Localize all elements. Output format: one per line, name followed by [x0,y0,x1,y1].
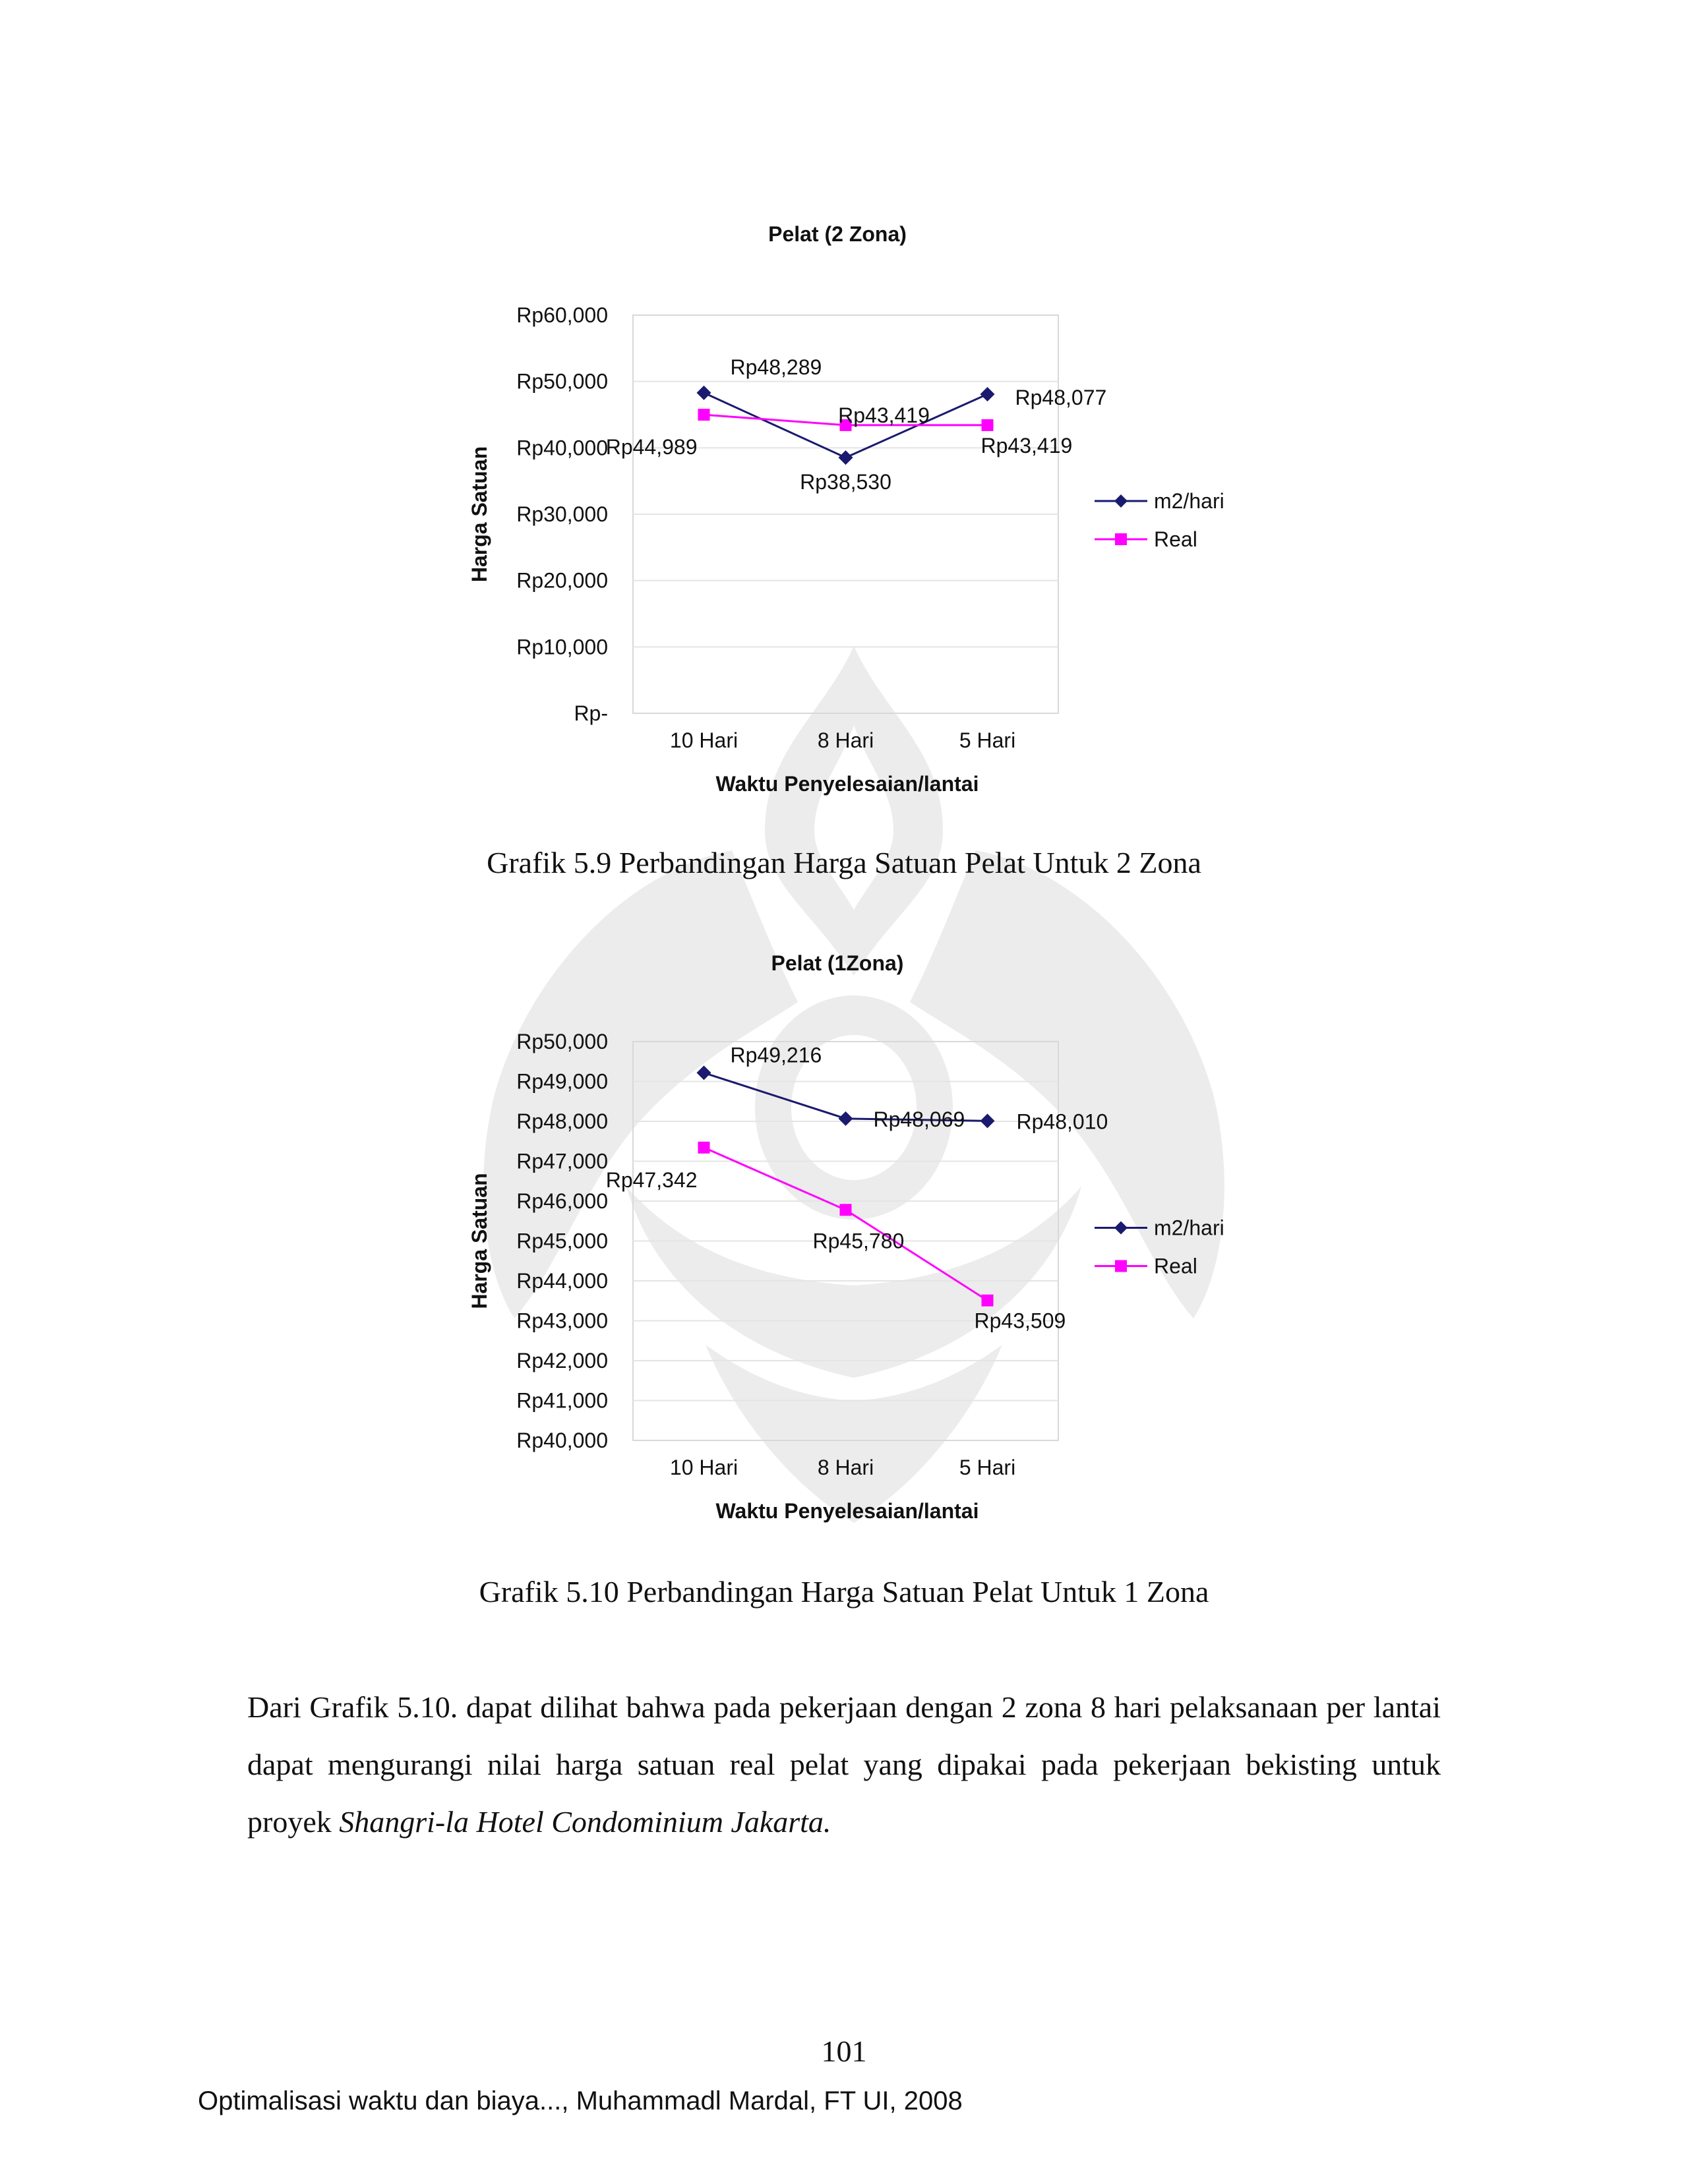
y-tick-label: Rp20,000 [516,568,608,593]
footer-text: Optimalisasi waktu dan biaya..., Muhammadl Mardal, FT UI, 2008 [198,2086,963,2115]
y-tick-label: Rp40,000 [516,1429,608,1452]
data-label: Rp48,077 [1015,386,1107,410]
x-tick-label: 5 Hari [959,1456,1016,1479]
data-label: Rp43,419 [980,433,1073,457]
data-point-square [698,409,710,421]
chart-2-svg [0,943,1688,1549]
data-label: Rp49,216 [730,1043,822,1067]
data-label: Rp45,780 [812,1229,905,1253]
y-tick-label: Rp48,000 [516,1109,608,1133]
chart-title: Pelat (1Zona) [771,951,904,975]
data-point-diamond [980,387,995,401]
data-point-square [698,1142,710,1154]
chart-pelat-1-zona [0,943,1688,1549]
data-label: Rp48,069 [873,1107,965,1131]
legend-label: Real [1154,1254,1197,1278]
legend-label: m2/hari [1154,1216,1224,1240]
body-paragraph [247,1678,1441,1850]
data-point-diamond [839,450,853,465]
data-point-square [982,419,994,431]
x-tick-label: 8 Hari [817,1456,874,1479]
legend-marker [1114,494,1128,508]
project-name: Shangri-la Hotel Condominium Jakarta. [339,1805,831,1839]
data-point-diamond [980,1113,995,1128]
page-number: 101 [821,2034,867,2068]
x-axis-title: Waktu Penyelesaian/lantai [715,772,979,796]
y-tick-label: Rp45,000 [516,1229,608,1253]
data-label: Rp48,010 [1016,1109,1108,1134]
series-line-real [704,1148,988,1301]
data-point-square [840,1204,852,1216]
data-point-square [982,1295,994,1307]
y-tick-label: Rp49,000 [516,1069,608,1094]
data-label: Rp43,419 [838,403,930,427]
body-text: Dari Grafik 5.10. dapat dilihat bahwa pada pekerjaan dengan 2 zona 8 hari pelaksanaan per lantai dapat mengurangi nilai harga satuan real pelat yang dipakai pada pekerjaan bekisting untuk proyek [247,1690,1441,1839]
data-label: Rp43,509 [974,1309,1066,1333]
data-point-diamond [697,1065,711,1080]
y-tick-label: Rp46,000 [516,1189,608,1213]
x-tick-label: 10 Hari [669,728,738,752]
legend-marker [1115,533,1127,545]
y-tick-label: Rp10,000 [516,635,608,659]
y-axis-title: Harga Satuan [467,1173,491,1309]
chart-title: Pelat (2 Zona) [768,222,907,246]
y-tick-label: Rp- [574,701,608,725]
y-tick-label: Rp50,000 [516,369,608,394]
y-tick-label: Rp43,000 [516,1309,608,1333]
chart-1-svg [0,218,1688,824]
legend-label: m2/hari [1154,489,1224,513]
chart-2-caption: Grafik 5.10 Perbandingan Harga Satuan Pelat Untuk 1 Zona [479,1575,1209,1608]
y-tick-label: Rp60,000 [516,303,608,327]
y-tick-label: Rp41,000 [516,1388,608,1413]
data-label: Rp38,530 [800,470,891,494]
data-label: Rp44,989 [605,435,698,459]
legend-marker [1115,1260,1127,1272]
data-label: Rp48,289 [730,355,822,379]
x-tick-label: 8 Hari [817,728,874,752]
y-tick-label: Rp44,000 [516,1269,608,1293]
y-tick-label: Rp50,000 [516,1030,608,1053]
x-tick-label: 5 Hari [959,728,1016,752]
data-label: Rp47,342 [605,1167,698,1192]
x-axis-title: Waktu Penyelesaian/lantai [715,1499,979,1523]
y-tick-label: Rp47,000 [516,1149,608,1173]
data-point-diamond [697,386,711,400]
y-axis-title: Harga Satuan [467,446,491,583]
data-point-diamond [839,1111,853,1126]
chart-pelat-2-zona [0,218,1688,824]
legend-label: Real [1154,527,1197,551]
y-tick-label: Rp30,000 [516,502,608,526]
x-tick-label: 10 Hari [669,1456,738,1479]
chart-1-caption: Grafik 5.9 Perbandingan Harga Satuan Pelat Untuk 2 Zona [487,846,1201,879]
y-tick-label: Rp42,000 [516,1349,608,1372]
legend-marker [1114,1222,1128,1235]
y-tick-label: Rp40,000 [516,436,608,460]
